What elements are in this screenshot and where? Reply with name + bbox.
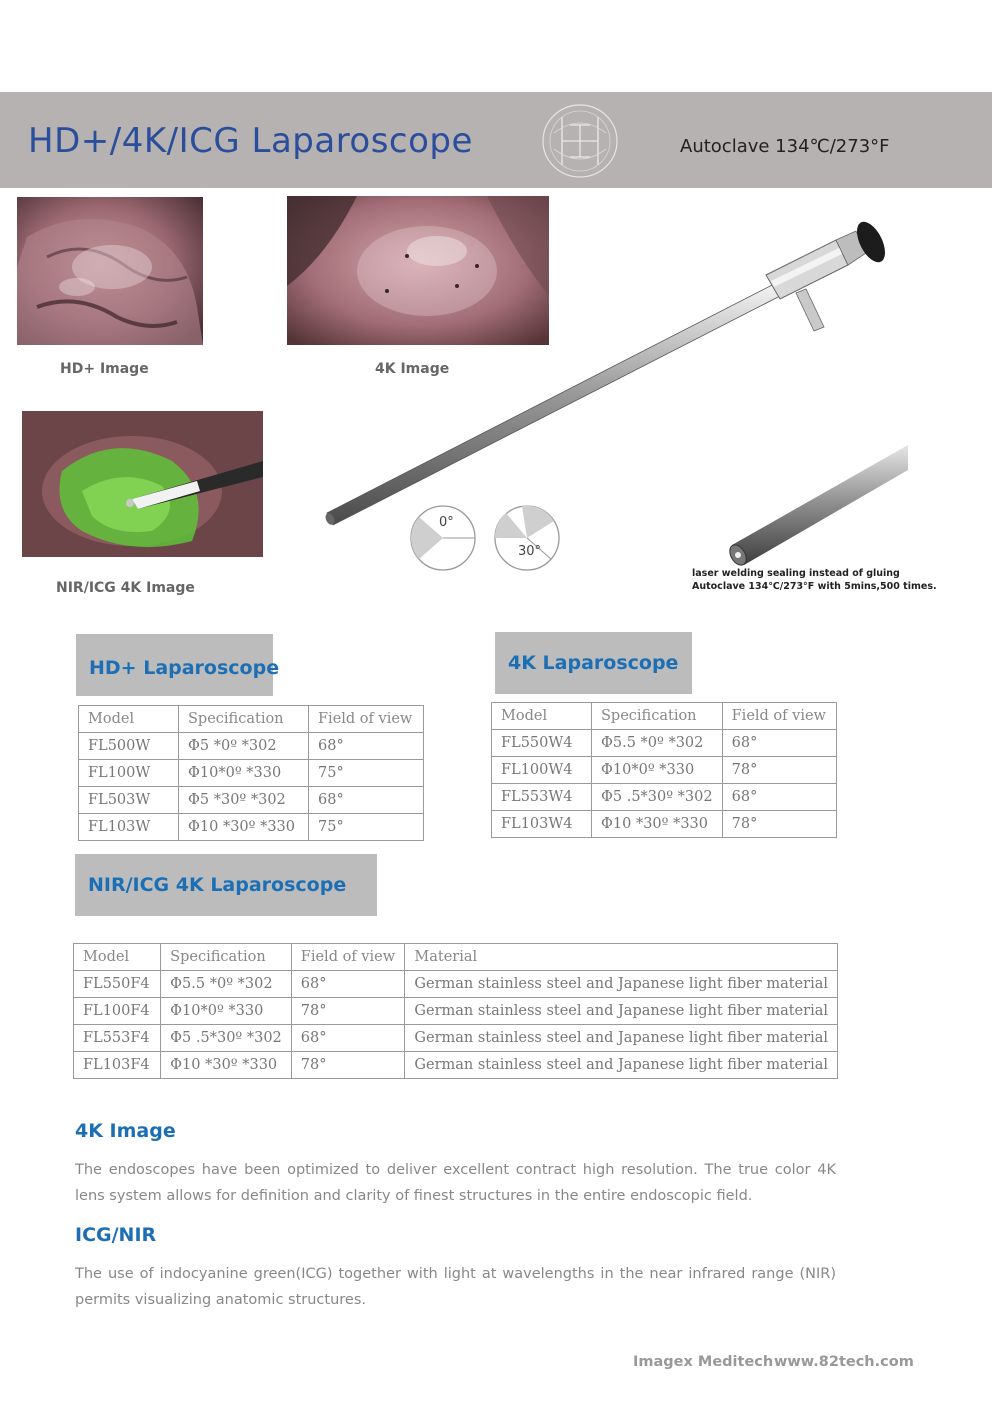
table-cell: 78° xyxy=(291,998,405,1025)
table-cell: FL100F4 xyxy=(74,998,161,1025)
welding-note-line1: laser welding sealing instead of gluing xyxy=(692,568,900,579)
4k-image-heading: 4K Image xyxy=(75,1120,176,1142)
table-header-row xyxy=(74,944,838,971)
4k-image-paragraph: The endoscopes have been optimized to deliver excellent contract high resolution. The true color 4K lens system allows for definition and clarity of finest structures in the entire endoscopic field. xyxy=(75,1162,836,1204)
nir-icg-sample-image xyxy=(22,411,263,557)
table-cell: 68° xyxy=(722,730,836,757)
4k-spec-table xyxy=(491,702,837,838)
table-cell: FL550W4 xyxy=(492,730,592,757)
table-cell: FL550F4 xyxy=(74,971,161,998)
table-row xyxy=(492,757,837,784)
welding-note-line2: Autoclave 134℃/273°F with 5mins,500 times. xyxy=(692,581,937,592)
page-title: HD+/4K/ICG Laparoscope xyxy=(28,121,473,161)
table-cell: Φ5 *30º *302 xyxy=(179,787,309,814)
table-row xyxy=(74,1052,838,1079)
table-cell: FL503W xyxy=(79,787,179,814)
table-cell: Φ5.5 *0º *302 xyxy=(592,730,723,757)
hd-plus-caption: HD+ Image xyxy=(60,361,149,377)
angle-30-label: 30° xyxy=(518,544,542,559)
hd-plus-section-heading: HD+ Laparoscope xyxy=(76,634,273,696)
column-header: Field of view xyxy=(309,706,424,733)
table-cell: 78° xyxy=(722,811,836,838)
table-row xyxy=(79,733,424,760)
table-cell: Φ10 *30º *330 xyxy=(161,1052,292,1079)
table-cell: 68° xyxy=(309,733,424,760)
nir-icg-spec-table xyxy=(73,943,838,1079)
autoclave-note: Autoclave 134℃/273°F xyxy=(680,136,890,157)
table-cell: 68° xyxy=(291,1025,405,1052)
icg-nir-heading: ICG/NIR xyxy=(75,1224,157,1246)
nir-icg-caption: NIR/ICG 4K Image xyxy=(56,580,195,596)
table-cell: Φ5 *0º *302 xyxy=(179,733,309,760)
column-header: Model xyxy=(74,944,161,971)
table-cell: Φ10 *30º *330 xyxy=(179,814,309,841)
table-cell: FL100W4 xyxy=(492,757,592,784)
table-cell: 78° xyxy=(722,757,836,784)
table-cell: Φ10*0º *330 xyxy=(592,757,723,784)
4k-section-heading: 4K Laparoscope xyxy=(495,632,692,694)
column-header: Specification xyxy=(161,944,292,971)
table-cell: FL553W4 xyxy=(492,784,592,811)
table-cell: FL553F4 xyxy=(74,1025,161,1052)
table-cell: Φ10*0º *330 xyxy=(179,760,309,787)
table-row xyxy=(79,760,424,787)
hd-plus-spec-table xyxy=(78,705,424,841)
table-row xyxy=(492,730,837,757)
laparoscope-product-image xyxy=(296,195,908,595)
column-header: Model xyxy=(492,703,592,730)
table-cell: Φ5.5 *0º *302 xyxy=(161,971,292,998)
table-cell: FL100W xyxy=(79,760,179,787)
table-cell: FL103F4 xyxy=(74,1052,161,1079)
table-row xyxy=(79,787,424,814)
table-cell: 78° xyxy=(291,1052,405,1079)
table-cell: German stainless steel and Japanese light fiber material xyxy=(405,971,838,998)
table-row xyxy=(492,811,837,838)
nir-icg-section-heading: NIR/ICG 4K Laparoscope xyxy=(75,854,377,916)
table-cell: Φ10*0º *330 xyxy=(161,998,292,1025)
table-cell: 68° xyxy=(722,784,836,811)
table-cell: 68° xyxy=(291,971,405,998)
table-row xyxy=(74,998,838,1025)
footer-company: Imagex Meditech xyxy=(633,1354,774,1370)
table-cell: FL103W4 xyxy=(492,811,592,838)
table-cell: Φ5 .5*30º *302 xyxy=(592,784,723,811)
table-cell: 75° xyxy=(309,760,424,787)
4k-caption: 4K Image xyxy=(375,361,450,377)
table-cell: FL500W xyxy=(79,733,179,760)
table-cell: FL103W xyxy=(79,814,179,841)
column-header: Field of view xyxy=(291,944,405,971)
table-cell: Φ5 .5*30º *302 xyxy=(161,1025,292,1052)
hd-plus-sample-image xyxy=(17,197,203,345)
column-header: Specification xyxy=(179,706,309,733)
table-header-row xyxy=(492,703,837,730)
table-row xyxy=(74,971,838,998)
table-cell: 75° xyxy=(309,814,424,841)
table-cell: German stainless steel and Japanese light fiber material xyxy=(405,998,838,1025)
table-header-row xyxy=(79,706,424,733)
column-header: Field of view xyxy=(722,703,836,730)
brand-logo-icon xyxy=(540,103,620,179)
table-cell: German stainless steel and Japanese light fiber material xyxy=(405,1025,838,1052)
column-header: Specification xyxy=(592,703,723,730)
table-cell: German stainless steel and Japanese light fiber material xyxy=(405,1052,838,1079)
column-header: Model xyxy=(79,706,179,733)
table-row xyxy=(79,814,424,841)
angle-0-label: 0° xyxy=(439,515,454,530)
table-row xyxy=(492,784,837,811)
footer-website-link[interactable]: www.82tech.com xyxy=(774,1354,914,1370)
table-cell: Φ10 *30º *330 xyxy=(592,811,723,838)
icg-nir-paragraph: The use of indocyanine green(ICG) together with light at wavelengths in the near infrared range (NIR) permits visualizing anatomic structures. xyxy=(75,1266,836,1308)
table-row xyxy=(74,1025,838,1052)
table-cell: 68° xyxy=(309,787,424,814)
column-header: Material xyxy=(405,944,838,971)
